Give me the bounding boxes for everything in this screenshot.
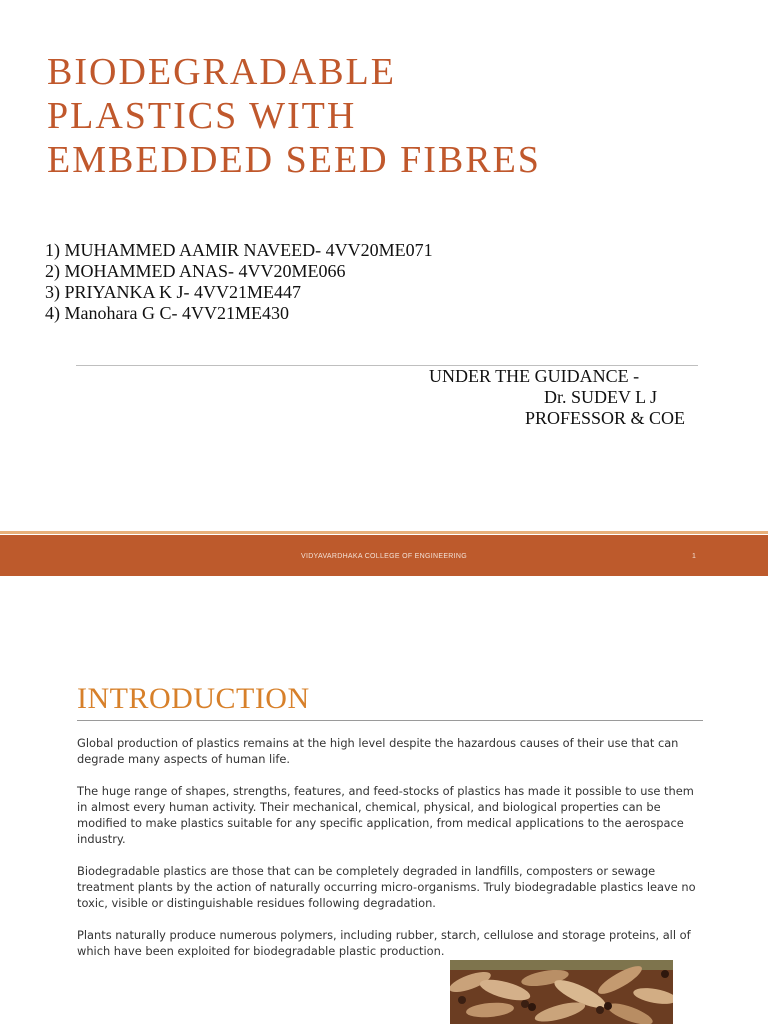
guide-name: Dr. SUDEV L J <box>544 387 658 407</box>
title-line: EMBEDDED SEED FIBRES <box>47 139 541 181</box>
author-item: 1) MUHAMMED AAMIR NAVEED- 4VV20ME071 <box>45 240 433 260</box>
author-list <box>45 240 433 324</box>
title-underline <box>77 720 703 721</box>
introduction-slide <box>0 598 768 1024</box>
author-item: 3) PRIYANKA K J- 4VV21ME447 <box>45 282 302 302</box>
title-line: PLASTICS WITH <box>47 95 357 137</box>
author-item: 2) MOHAMMED ANAS- 4VV20ME066 <box>45 261 346 281</box>
guidance-heading: UNDER THE GUIDANCE - <box>429 366 640 386</box>
paragraph: Plants naturally produce numerous polymers, including rubber, starch, cellulose and storage proteins, all of which have been exploited for biodegradable plastic production. <box>77 928 691 958</box>
presentation-title <box>47 50 541 182</box>
paragraph: Global production of plastics remains at the high level despite the hazardous causes of their use that can degrade many aspects of human life. <box>77 736 679 766</box>
seed-pods-photo <box>450 960 673 1024</box>
author-item: 4) Manohara G C- 4VV21ME430 <box>45 303 289 323</box>
guide-designation: PROFESSOR & COE <box>525 408 686 428</box>
page-number: 1 <box>692 553 696 560</box>
slide-footer <box>0 535 768 576</box>
paragraph: The huge range of shapes, strengths, features, and feed-stocks of plastics has made it possible to use them in almost every human activity. Their mechanical, chemical, physical, and biological properties can be modified to make plastics suitable for any specific application, from medical applications to the aerospace industry. <box>77 784 694 846</box>
title-line: BIODEGRADABLE <box>47 51 396 93</box>
footer-accent-line <box>0 531 768 534</box>
body-text <box>77 735 707 975</box>
seed-pods-image <box>450 960 673 1024</box>
paragraph: Biodegradable plastics are those that can be completely degraded in landfills, composters or sewage treatment plants by the action of naturally occurring micro-organisms. Truly biodegradable plastics leave no toxic, visible or distinguishable residues following degradation. <box>77 864 696 910</box>
section-title: INTRODUCTION <box>77 682 310 715</box>
footer-college-name: VIDYAVARDHAKA COLLEGE OF ENGINEERING <box>300 553 467 560</box>
